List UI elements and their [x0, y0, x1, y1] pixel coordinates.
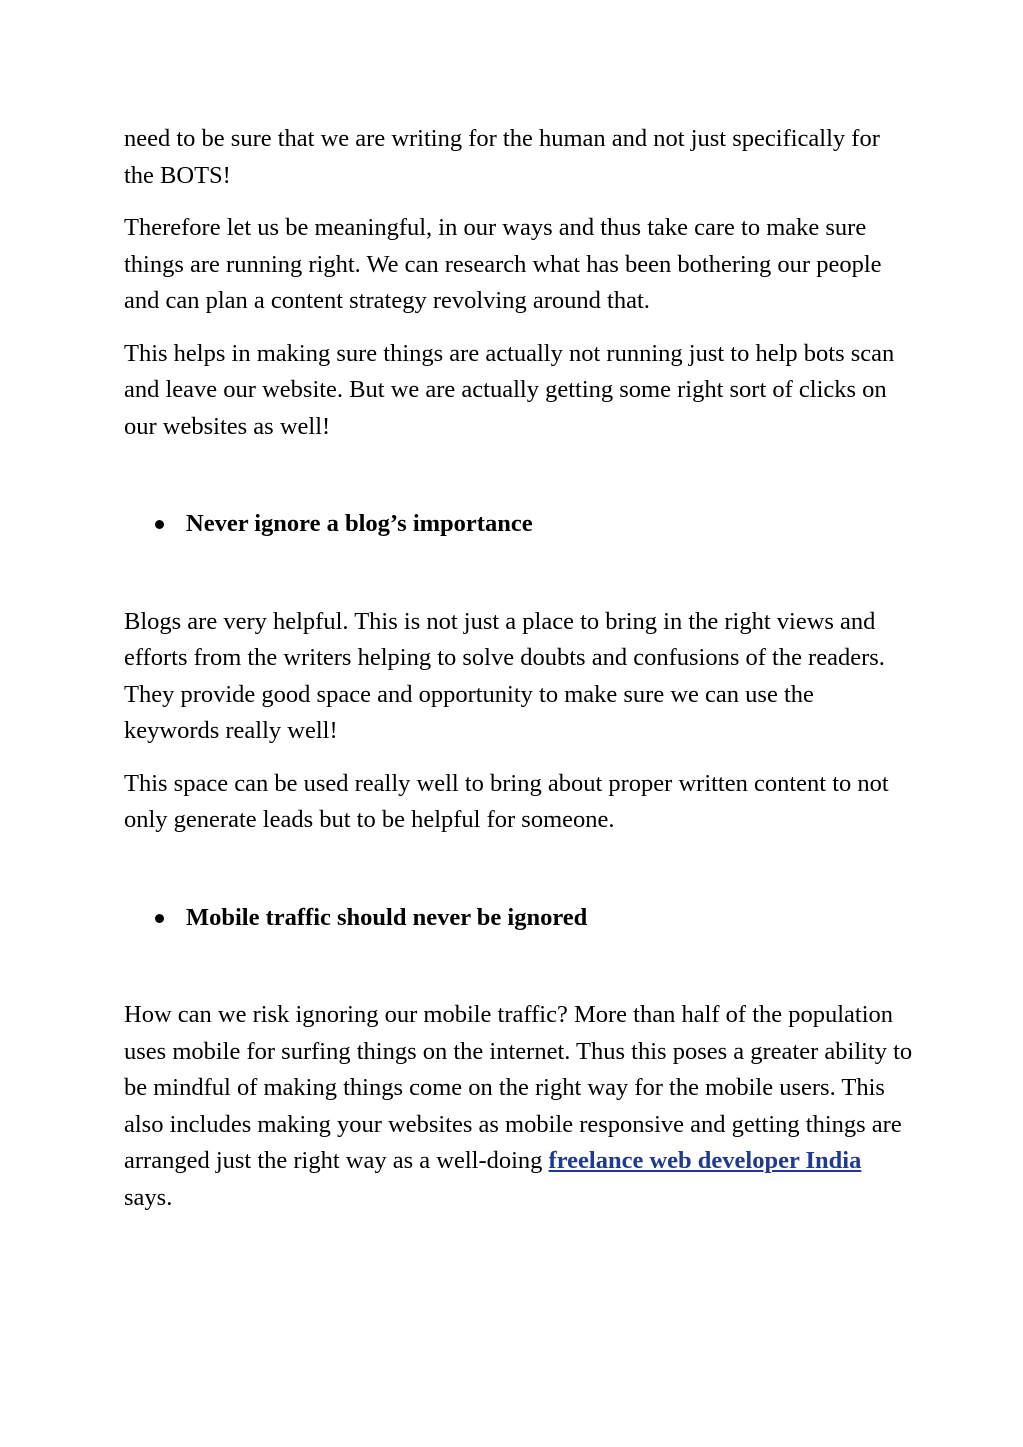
bullet-icon	[155, 914, 164, 923]
heading-mobile-text: Mobile traffic should never be ignored	[186, 903, 588, 931]
paragraph-bots: need to be sure that we are writing for the human and not just specifically for the BOTS!	[124, 125, 880, 189]
paragraph-mobile-text: How can we risk ignoring our mobile traffic? More than half of the population uses mobile for surfing things on the internet. Thus this poses a greater ability to be mindful of making things come on the right way for the mobile users. This also includes making your websites as mobile responsive and getting things are arranged just the right way as a well-doing	[124, 1001, 913, 1174]
heading-mobile-traffic	[124, 900, 914, 937]
heading-blog-text: Never ignore a blog’s importance	[186, 510, 533, 537]
paragraph-space-used: This space can be used really well to bring about proper written content to not only generate leads but to be helpful for someone.	[124, 769, 889, 833]
paragraph-mobile-risk	[124, 997, 914, 1216]
bullet-icon	[155, 520, 164, 529]
document-page	[124, 121, 914, 1216]
freelance-web-developer-link[interactable]: freelance web developer India	[548, 1147, 862, 1174]
paragraph-meaningful: Therefore let us be meaningful, in our ways and thus take care to make sure things are running right. We can research what has been bothering our people and can plan a content strategy revolving around that.	[124, 214, 882, 314]
paragraph-clicks: This helps in making sure things are actually not running just to help bots scan and leave our website. But we are actually getting some right sort of clicks on our websites as well!	[124, 339, 895, 440]
paragraph-mobile-tail: says.	[124, 1183, 173, 1211]
paragraph-blogs-helpful: Blogs are very helpful. This is not just a place to bring in the right views and efforts from the writers helping to solve doubts and confusions of the readers. They provide good space and opportunity to make sure we can use the keywords really well!	[124, 607, 885, 744]
heading-blog-importance	[124, 506, 914, 543]
